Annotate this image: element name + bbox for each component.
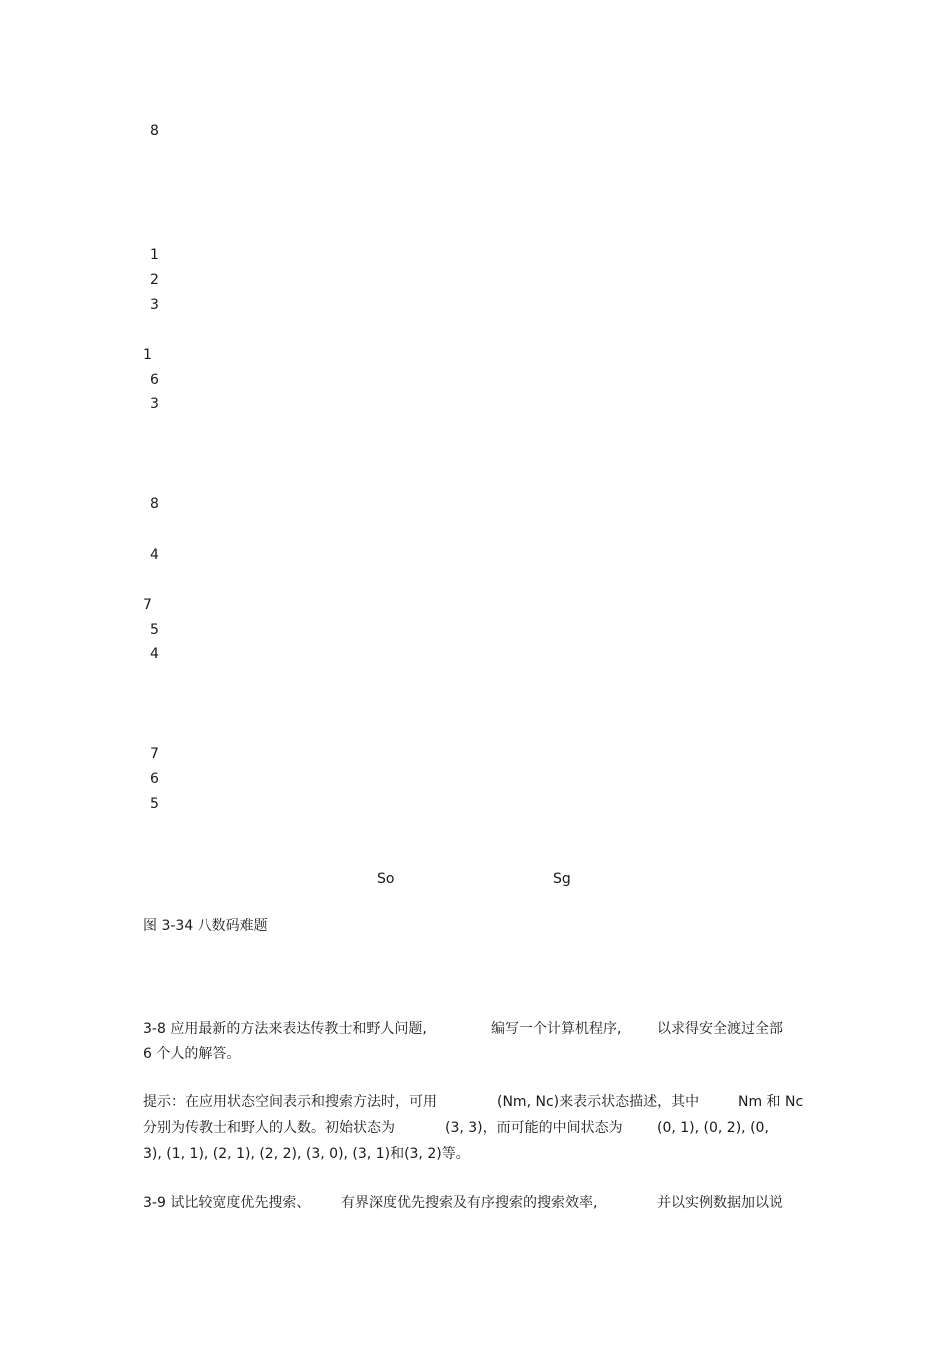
puzzle-digit: 1 — [150, 247, 159, 263]
hint-text: (3, 3)，而可能的中间状态为 — [445, 1120, 623, 1136]
puzzle-digit: 6 — [150, 771, 159, 787]
puzzle-digit: 2 — [150, 272, 159, 288]
hint-text: (Nm, Nc)来表示状态描述，其中 — [497, 1094, 700, 1110]
puzzle-digit: 1 — [143, 347, 152, 363]
hint-text: 3), (1, 1), (2, 1), (2, 2), (3, 0), (3, 1)和(3, 2)等。 — [143, 1146, 470, 1162]
puzzle-digit: 4 — [150, 547, 159, 563]
puzzle-digit: 5 — [150, 622, 159, 638]
question-3-8-text: 6 个人的解答。 — [143, 1046, 241, 1062]
question-3-8-text: 3-8 应用最新的方法来表达传教士和野人问题, — [143, 1021, 427, 1037]
question-3-9-text: 有界深度优先搜索及有序搜索的搜索效率, — [341, 1195, 598, 1211]
goal-state-label: Sg — [553, 871, 571, 887]
hint-text: (0, 1), (0, 2), (0, — [657, 1120, 769, 1136]
start-state-label: So — [377, 871, 395, 887]
puzzle-digit: 5 — [150, 796, 159, 812]
puzzle-digit: 3 — [150, 396, 159, 412]
question-3-8-text: 以求得安全渡过全部 — [657, 1021, 783, 1037]
question-3-9-text: 并以实例数据加以说 — [657, 1195, 783, 1211]
figure-caption: 图 3-34 八数码难题 — [143, 918, 268, 934]
puzzle-digit: 7 — [143, 597, 152, 613]
puzzle-digit: 8 — [150, 496, 159, 512]
puzzle-digit: 4 — [150, 646, 159, 662]
hint-text: 分别为传教士和野人的人数。初始状态为 — [143, 1120, 395, 1136]
hint-text: 提示：在应用状态空间表示和搜索方法时，可用 — [143, 1094, 437, 1110]
puzzle-digit: 8 — [150, 123, 159, 139]
puzzle-digit: 3 — [150, 297, 159, 313]
hint-text: Nm 和 Nc — [738, 1094, 804, 1110]
puzzle-digit: 6 — [150, 372, 159, 388]
question-3-9-text: 3-9 试比较宽度优先搜索、 — [143, 1195, 311, 1211]
question-3-8-text: 编写一个计算机程序, — [491, 1021, 622, 1037]
puzzle-digit: 7 — [150, 746, 159, 762]
